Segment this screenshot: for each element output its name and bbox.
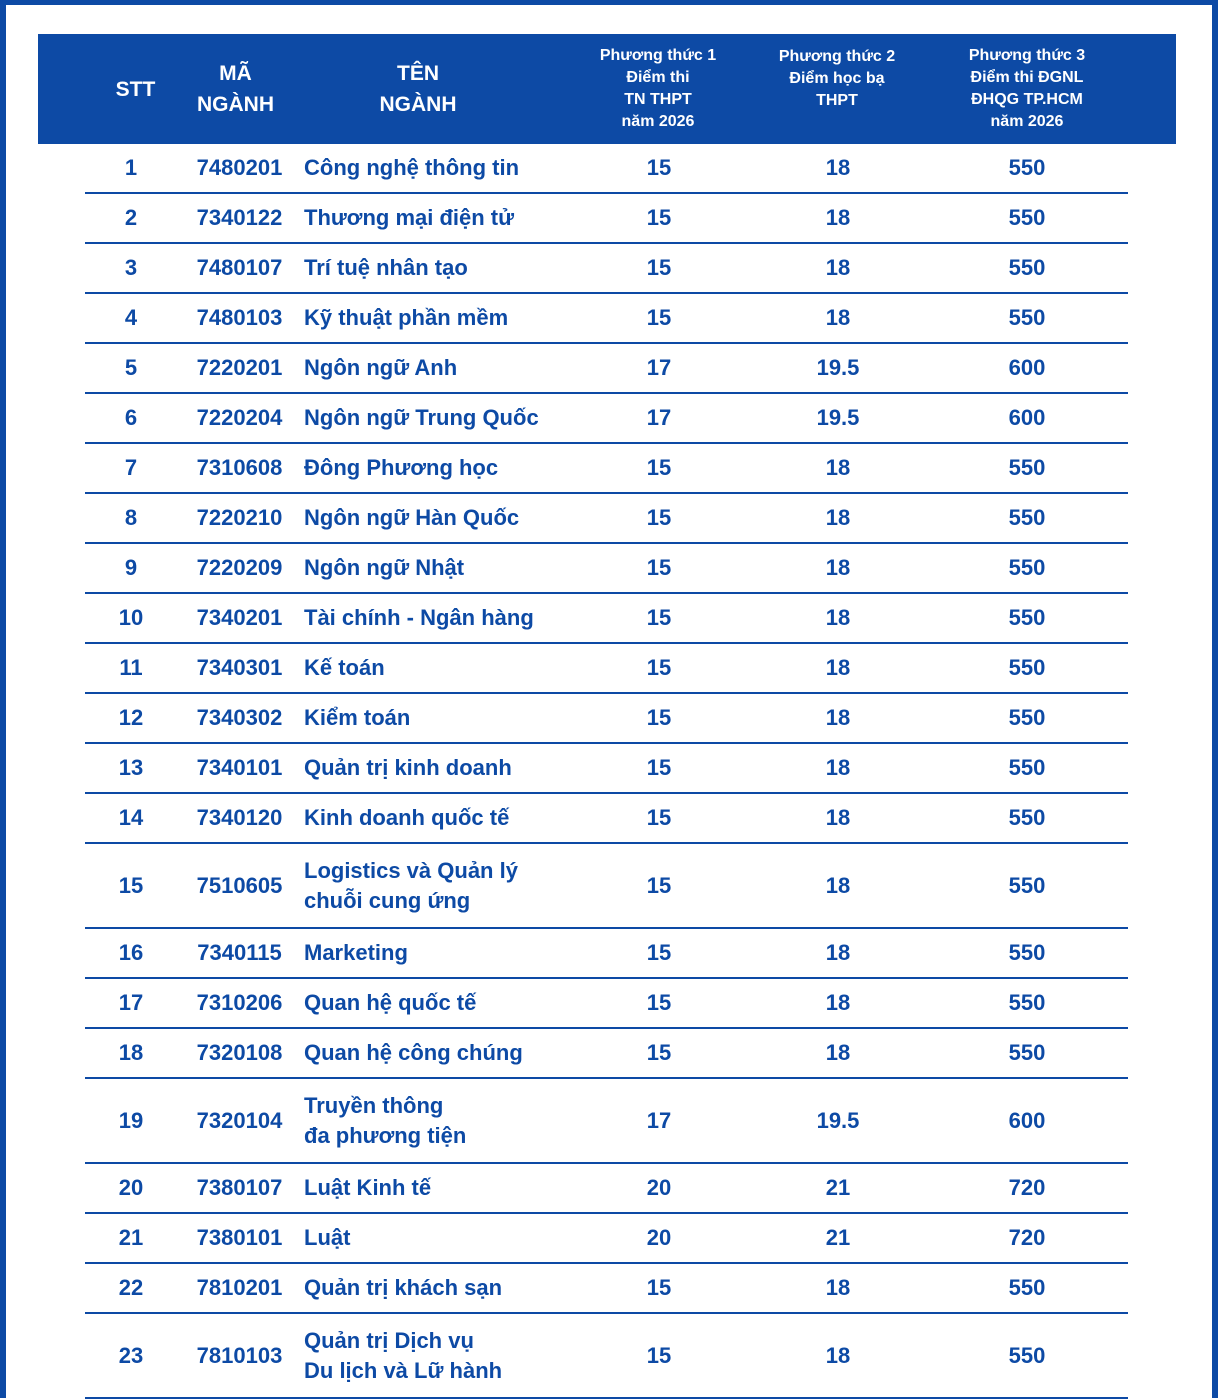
row-name-line: Tài chính - Ngân hàng <box>304 605 534 630</box>
row-method-2-score: 19.5 <box>816 405 860 430</box>
row-method-3-score: 550 <box>1008 155 1046 180</box>
table-row <box>85 144 1128 194</box>
row-name-line: đa phương tiện <box>304 1122 467 1148</box>
header-method-3-line: Điểm thi ĐGNL <box>970 69 1084 86</box>
header-name <box>348 34 488 144</box>
row-code: 7340101 <box>196 755 283 780</box>
row-name-line: Luật Kinh tế <box>304 1175 432 1200</box>
row-code: 7510605 <box>196 872 283 898</box>
row-method-3-score: 550 <box>1008 205 1046 230</box>
header-method-3 <box>942 34 1112 144</box>
row-name-line: Kiểm toán <box>304 705 411 730</box>
table-header <box>38 34 1176 144</box>
table-row <box>85 794 1128 844</box>
row-code: 7380107 <box>196 1175 283 1200</box>
row-name-line: Quản trị Dịch vụ <box>304 1327 474 1353</box>
row-name <box>304 594 624 642</box>
row-method-1-score: 15 <box>646 1342 672 1368</box>
row-stt: 19 <box>118 1107 144 1133</box>
row-stt: 22 <box>118 1275 144 1300</box>
row-name-line: Quan hệ công chúng <box>304 1040 523 1065</box>
row-name-line: Ngôn ngữ Nhật <box>304 555 465 580</box>
row-method-2-score: 21 <box>825 1225 851 1250</box>
row-code: 7220209 <box>196 555 283 580</box>
row-method-1-score: 15 <box>646 505 672 530</box>
table-row <box>85 1214 1128 1264</box>
table-row <box>85 844 1128 929</box>
header-stt-label: STT <box>115 77 156 101</box>
row-name-line: Thương mại điện tử <box>304 205 515 230</box>
row-code: 7480201 <box>196 155 283 180</box>
row-method-1-score: 15 <box>646 205 672 230</box>
row-method-2-score: 18 <box>825 990 851 1015</box>
row-method-2-score: 18 <box>825 1275 851 1300</box>
row-method-3-score: 720 <box>1008 1175 1046 1200</box>
row-method-3-score: 550 <box>1008 705 1046 730</box>
header-code <box>178 34 293 144</box>
table-row <box>85 1314 1128 1399</box>
row-method-3-score: 550 <box>1008 655 1046 680</box>
header-method-2 <box>768 34 906 144</box>
row-code: 7220204 <box>196 405 283 430</box>
row-name-line: Ngôn ngữ Anh <box>304 355 458 380</box>
row-method-3-score: 550 <box>1008 1275 1046 1300</box>
table-row <box>85 929 1128 979</box>
row-method-2-score: 18 <box>825 255 851 280</box>
table-row <box>85 1079 1128 1164</box>
row-method-2-score: 18 <box>825 305 851 330</box>
header-method-2-line: Phương thức 2 <box>778 48 896 65</box>
row-name <box>304 844 624 927</box>
row-code: 7480107 <box>196 255 283 280</box>
row-stt: 18 <box>118 1040 144 1065</box>
row-stt: 13 <box>118 755 144 780</box>
row-code: 7340302 <box>196 705 283 730</box>
row-stt: 5 <box>124 355 138 380</box>
row-method-3-score: 600 <box>1008 355 1046 380</box>
header-name-line: NGÀNH <box>379 93 457 116</box>
row-method-3-score: 600 <box>1008 405 1046 430</box>
row-stt: 17 <box>118 990 144 1015</box>
row-method-3-score: 550 <box>1008 805 1046 830</box>
row-method-3-score: 550 <box>1008 1342 1046 1368</box>
row-name <box>304 444 624 492</box>
row-name <box>304 1164 624 1212</box>
row-name <box>304 694 624 742</box>
row-stt: 4 <box>124 305 138 330</box>
table-row <box>85 194 1128 244</box>
row-name <box>304 1079 624 1162</box>
row-method-2-score: 18 <box>825 755 851 780</box>
row-method-1-score: 20 <box>646 1225 672 1250</box>
row-stt: 15 <box>118 872 144 898</box>
frame-top-border <box>0 0 1218 5</box>
row-method-1-score: 15 <box>646 155 672 180</box>
header-method-1-line: Phương thức 1 <box>599 47 717 64</box>
row-method-2-score: 18 <box>825 872 851 898</box>
row-name <box>304 1314 624 1397</box>
header-code-line: MÃ <box>219 62 252 85</box>
row-stt: 3 <box>124 255 138 280</box>
row-method-1-score: 17 <box>646 1107 672 1133</box>
row-method-3-score: 550 <box>1008 872 1046 898</box>
row-code: 7220210 <box>196 505 283 530</box>
row-stt: 6 <box>124 405 138 430</box>
row-method-3-score: 550 <box>1008 605 1046 630</box>
header-method-3-line: ĐHQG TP.HCM <box>971 91 1083 108</box>
row-name-line: chuỗi cung ứng <box>304 887 471 913</box>
row-name <box>304 1214 624 1262</box>
row-stt: 8 <box>124 505 138 530</box>
row-name <box>304 244 624 292</box>
row-method-2-score: 18 <box>825 705 851 730</box>
row-stt: 23 <box>118 1342 144 1368</box>
row-method-3-score: 550 <box>1008 455 1046 480</box>
row-method-1-score: 15 <box>646 605 672 630</box>
table-row <box>85 244 1128 294</box>
row-name <box>304 494 624 542</box>
row-code: 7320104 <box>196 1107 283 1133</box>
table-row <box>85 494 1128 544</box>
row-method-1-score: 15 <box>646 305 672 330</box>
header-method-2-line: Điểm học bạ <box>789 70 885 87</box>
row-name-line: Luật <box>304 1225 351 1250</box>
frame-left-border <box>0 0 6 1398</box>
header-name-line: TÊN <box>397 62 439 85</box>
row-name <box>304 194 624 242</box>
row-method-3-score: 550 <box>1008 940 1046 965</box>
row-method-1-score: 17 <box>646 355 672 380</box>
row-code: 7340201 <box>196 605 283 630</box>
row-method-3-score: 550 <box>1008 555 1046 580</box>
row-name <box>304 644 624 692</box>
row-stt: 16 <box>118 940 144 965</box>
table-row <box>85 594 1128 644</box>
row-method-1-score: 15 <box>646 1275 672 1300</box>
row-name-line: Đông Phương học <box>304 455 499 480</box>
row-method-1-score: 15 <box>646 990 672 1015</box>
row-name <box>304 144 624 192</box>
row-method-2-score: 18 <box>825 1342 851 1368</box>
row-method-2-score: 18 <box>825 940 851 965</box>
row-stt: 10 <box>118 605 144 630</box>
row-stt: 12 <box>118 705 144 730</box>
row-name-line: Du lịch và Lữ hành <box>304 1357 503 1383</box>
row-stt: 20 <box>118 1175 144 1200</box>
row-name-line: Ngôn ngữ Trung Quốc <box>304 405 539 430</box>
row-code: 7310608 <box>196 455 283 480</box>
row-method-1-score: 15 <box>646 705 672 730</box>
row-method-2-score: 18 <box>825 505 851 530</box>
row-stt: 2 <box>124 205 138 230</box>
row-name <box>304 1029 624 1077</box>
row-code: 7810103 <box>196 1342 283 1368</box>
row-method-1-score: 15 <box>646 1040 672 1065</box>
row-name-line: Kinh doanh quốc tế <box>304 805 510 830</box>
row-stt: 14 <box>118 805 144 830</box>
row-name-line: Trí tuệ nhân tạo <box>304 255 468 280</box>
row-code: 7340120 <box>196 805 283 830</box>
row-method-1-score: 15 <box>646 255 672 280</box>
row-name <box>304 794 624 842</box>
row-method-1-score: 15 <box>646 872 672 898</box>
row-method-2-score: 18 <box>825 155 851 180</box>
row-method-2-score: 18 <box>825 605 851 630</box>
header-method-3-line: năm 2026 <box>990 113 1064 130</box>
row-method-3-score: 600 <box>1008 1107 1046 1133</box>
row-method-1-score: 15 <box>646 940 672 965</box>
row-method-3-score: 550 <box>1008 505 1046 530</box>
table-row <box>85 544 1128 594</box>
row-name-line: Truyền thông <box>304 1092 444 1118</box>
header-method-1-line: Điểm thi <box>626 69 690 86</box>
header-method-2-line: THPT <box>816 92 858 109</box>
row-method-2-score: 18 <box>825 1040 851 1065</box>
row-method-3-score: 550 <box>1008 990 1046 1015</box>
row-method-3-score: 720 <box>1008 1225 1046 1250</box>
table-row <box>85 444 1128 494</box>
row-method-1-score: 17 <box>646 405 672 430</box>
row-name <box>304 979 624 1027</box>
row-name <box>304 544 624 592</box>
row-name-line: Marketing <box>304 940 408 965</box>
row-method-1-score: 20 <box>646 1175 672 1200</box>
row-name-line: Logistics và Quản lý <box>304 857 518 883</box>
row-method-1-score: 15 <box>646 455 672 480</box>
row-method-2-score: 18 <box>825 455 851 480</box>
row-code: 7340122 <box>196 205 283 230</box>
row-stt: 7 <box>124 455 138 480</box>
header-stt <box>98 34 173 144</box>
row-code: 7220201 <box>196 355 283 380</box>
row-method-1-score: 15 <box>646 655 672 680</box>
row-name <box>304 929 624 977</box>
row-method-1-score: 15 <box>646 805 672 830</box>
row-name <box>304 294 624 342</box>
table-row <box>85 744 1128 794</box>
row-name <box>304 344 624 392</box>
header-method-1-line: năm 2026 <box>621 113 695 130</box>
table-row <box>85 979 1128 1029</box>
header-code-line: NGÀNH <box>197 93 274 116</box>
row-code: 7340301 <box>196 655 283 680</box>
row-stt: 11 <box>119 655 143 680</box>
frame-right-border <box>1212 0 1218 1398</box>
header-method-3-line: Phương thức 3 <box>968 47 1086 64</box>
table-row <box>85 294 1128 344</box>
table-row <box>85 644 1128 694</box>
row-method-3-score: 550 <box>1008 255 1046 280</box>
row-stt: 9 <box>124 555 138 580</box>
row-name-line: Kỹ thuật phần mềm <box>304 305 509 330</box>
header-method-1 <box>589 34 727 144</box>
row-method-2-score: 19.5 <box>816 1107 860 1133</box>
row-method-1-score: 15 <box>646 755 672 780</box>
row-method-2-score: 21 <box>825 1175 851 1200</box>
row-code: 7310206 <box>196 990 283 1015</box>
row-code: 7480103 <box>196 305 283 330</box>
row-code: 7340115 <box>197 940 282 965</box>
row-code: 7810201 <box>196 1275 283 1300</box>
row-name-line: Quản trị khách sạn <box>304 1275 503 1300</box>
table-row <box>85 1264 1128 1314</box>
row-method-2-score: 18 <box>825 805 851 830</box>
row-method-3-score: 550 <box>1008 305 1046 330</box>
table-row <box>85 694 1128 744</box>
row-code: 7380101 <box>196 1225 283 1250</box>
row-method-2-score: 18 <box>825 655 851 680</box>
row-name-line: Kế toán <box>304 655 385 680</box>
row-name <box>304 744 624 792</box>
row-method-3-score: 550 <box>1008 1040 1046 1065</box>
table-row <box>85 344 1128 394</box>
row-stt: 1 <box>124 155 138 180</box>
row-name-line: Ngôn ngữ Hàn Quốc <box>304 505 520 530</box>
row-name-line: Quản trị kinh doanh <box>304 755 512 780</box>
row-name <box>304 1264 624 1312</box>
row-name-line: Công nghệ thông tin <box>304 155 520 180</box>
table-row <box>85 1164 1128 1214</box>
row-name-line: Quan hệ quốc tế <box>304 990 477 1015</box>
row-method-3-score: 550 <box>1008 755 1046 780</box>
row-method-1-score: 15 <box>646 555 672 580</box>
row-method-2-score: 18 <box>825 205 851 230</box>
row-name <box>304 394 624 442</box>
header-method-1-line: TN THPT <box>624 91 692 108</box>
table-row <box>85 394 1128 444</box>
row-method-2-score: 19.5 <box>816 355 860 380</box>
table-row <box>85 1029 1128 1079</box>
row-stt: 21 <box>118 1225 144 1250</box>
row-code: 7320108 <box>196 1040 283 1065</box>
row-method-2-score: 18 <box>825 555 851 580</box>
